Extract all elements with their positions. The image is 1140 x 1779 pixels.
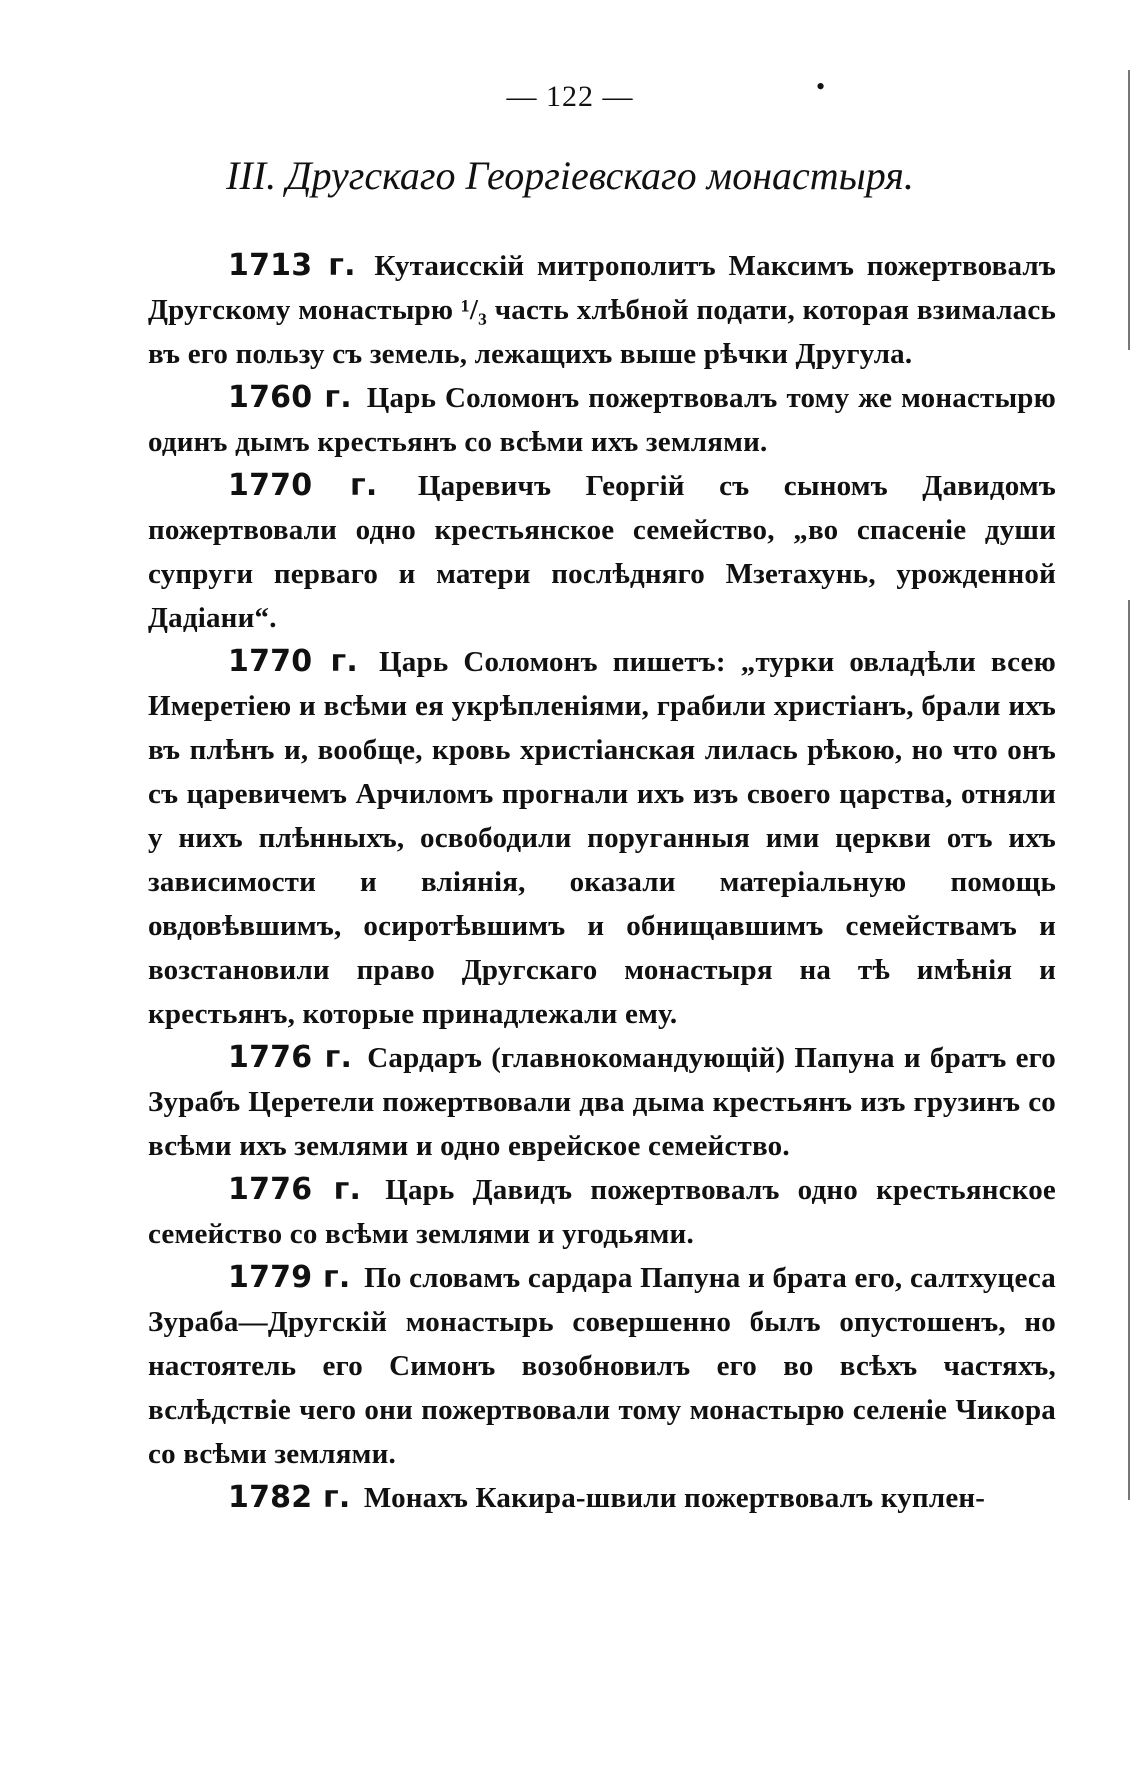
entry-year: 1713 г. — [228, 248, 356, 283]
section-heading: III. Другскаго Георгіевскаго монастыря. — [226, 153, 914, 198]
entry — [148, 464, 1056, 640]
entry-text: Царь Соломонъ пожертвовалъ тому же монастырю одинъ дымъ крестьянъ со всѣми ихъ землями. — [148, 382, 1056, 458]
entry-year: 1770 г. — [228, 644, 358, 679]
entry — [148, 640, 1056, 1036]
entry-year: 1776 г. — [228, 1172, 362, 1207]
entry — [148, 1168, 1056, 1256]
body-text — [148, 244, 1056, 1520]
page-edge-line — [1128, 600, 1130, 1500]
stray-mark: • — [816, 72, 826, 101]
entry-text: Царь Соломонъ пишетъ: „турки овладѣли всею Имеретіею и всѣми ея укрѣпленіями, грабили христіанъ, брали ихъ въ плѣнъ и, вообще, кровь христіанская лилась рѣкою, но что онъ съ царевичемъ Арчиломъ прогнали ихъ изъ своего царства, отняли у нихъ плѣнныхъ, освободили поруганныя ими церкви отъ ихъ зависимости и вліянія, оказали матеріальную помощь овдовѣвшимъ, осиротѣвшимъ и обнищавшимъ семействамъ и возстановили право Другскаго монастыря на тѣ имѣнія и крестьянъ, которые принадлежали ему. — [148, 646, 1056, 1030]
entry — [148, 1256, 1056, 1476]
entry — [148, 1036, 1056, 1168]
entry-text: Царевичъ Георгій съ сыномъ Давидомъ пожертвовали одно крестьянское семейство, „во спасеніе души супруги перваго и матери послѣдняго Мзетахунь, урожденной Дадіани“. — [148, 470, 1056, 634]
page-number: — 122 — — [506, 80, 634, 113]
entry-year: 1770 г. — [228, 468, 378, 503]
page-edge-line — [1128, 70, 1130, 350]
entry-year: 1760 г. — [228, 380, 352, 415]
entry-text: Монахъ Какира-швили пожертвовалъ куплен- — [363, 1482, 986, 1514]
entry-text: Царь Давидъ пожертвовалъ одно крестьянское семейство со всѣми землями и угодьями. — [148, 1174, 1056, 1250]
entry-year: 1776 г. — [228, 1040, 353, 1075]
entry — [148, 376, 1056, 464]
entry-text: Кутаисскій митрополитъ Максимъ пожертвовалъ Другскому монастырю ¹/₃ часть хлѣбной подати, которая взималась въ его пользу съ земель, лежащихъ выше рѣчки Другула. — [148, 250, 1056, 370]
entry-text: По словамъ сардара Папуна и брата его, салтхуцеса Зураба—Другскій монастырь совершенно былъ опустошенъ, но настоятель его Симонъ возобновилъ его во всѣхъ частяхъ, вслѣдствіе чего они пожертвовали тому монастырю селеніе Чикора со всѣми землями. — [148, 1262, 1056, 1470]
entry-year: 1779 г. — [228, 1260, 351, 1295]
entry-year: 1782 г. — [228, 1480, 351, 1515]
entry — [148, 1476, 1056, 1520]
entry — [148, 244, 1056, 376]
entry-text: Сардаръ (главнокомандующій) Папуна и братъ его Зурабъ Церетели пожертвовали два дыма крестьянъ изъ грузинъ со всѣми ихъ землями и одно еврейское семейство. — [148, 1042, 1057, 1162]
